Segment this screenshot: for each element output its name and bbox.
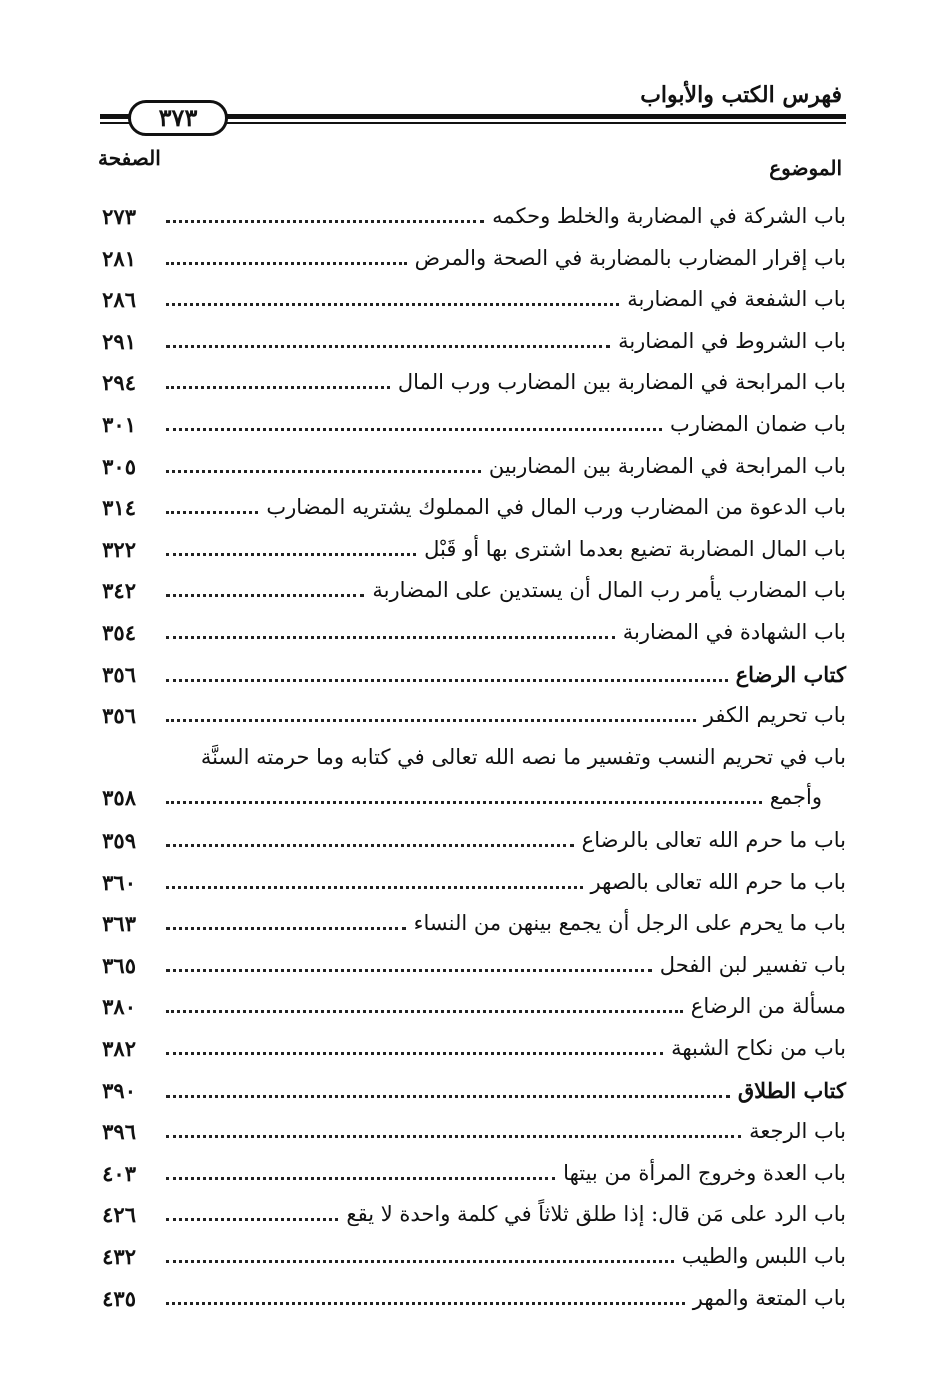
dot-leader [166, 510, 258, 514]
entry-page-number: ٣٥٨ [102, 784, 136, 810]
dot-leader [166, 1094, 730, 1098]
dot-leader [166, 302, 619, 306]
dot-leader [166, 1259, 674, 1263]
entry-title: باب الرد على مَن قال: إذا طلق ثلاثاً في كلمة واحدة لا يقع [346, 1202, 846, 1227]
entry-title: باب اللبس والطيب [681, 1244, 846, 1268]
entry-page-number: ٣١٤ [102, 495, 136, 521]
entry-line [166, 1119, 846, 1143]
dot-leader [166, 843, 574, 847]
toc-entry [96, 1244, 846, 1278]
entry-title: باب ضمان المضارب [669, 412, 846, 436]
dot-leader [166, 635, 615, 639]
toc-entry [96, 870, 846, 904]
entry-page-number: ٣٦٣ [102, 911, 136, 937]
entry-line [166, 412, 846, 436]
toc-entry [96, 329, 846, 363]
dot-leader [166, 219, 484, 223]
entry-page-number: ٣٦٠ [102, 869, 136, 895]
toc-entry [96, 994, 846, 1028]
entry-page-number: ٣٩٠ [102, 1077, 136, 1103]
dot-leader [166, 678, 728, 682]
entry-line [166, 911, 846, 935]
dot-leader [166, 968, 652, 972]
entry-page-number: ٣٥٤ [102, 620, 136, 645]
toc-entry [96, 412, 846, 446]
entry-line [166, 1078, 846, 1103]
entry-page-number: ٤٣٥ [102, 1285, 136, 1311]
entry-title: باب الدعوة من المضارب ورب المال في المملوك يشتريه المضارب [266, 495, 846, 520]
entry-page-number: ٤٢٦ [102, 1202, 136, 1228]
entry-title: باب الشفعة في المضاربة [627, 287, 846, 312]
entry-page-number: ٢٩٤ [102, 370, 136, 396]
entry-page-number: ٣٠٥ [102, 453, 136, 479]
dot-leader [166, 469, 481, 473]
dot-leader [166, 926, 406, 930]
dot-leader [166, 344, 610, 348]
entry-line [166, 495, 846, 519]
toc-entry [96, 1119, 846, 1153]
toc-entry [96, 1286, 846, 1320]
toc-entry [96, 1036, 846, 1070]
entry-line [166, 703, 846, 727]
entry-title: باب المتعة والمهر [692, 1285, 846, 1310]
toc-entry [96, 454, 846, 488]
toc-entry [96, 828, 846, 862]
entry-line [166, 620, 846, 644]
toc-entry [96, 1161, 846, 1195]
entry-line [166, 454, 846, 478]
entry-page-number: ٤٣٢ [102, 1244, 136, 1269]
toc-entry [96, 620, 846, 654]
toc-entry [96, 287, 846, 321]
entry-line [166, 828, 846, 852]
entry-title: باب من نكاح الشبهة [671, 1036, 846, 1060]
entry-page-number: ٣٨٠ [102, 994, 136, 1020]
entry-title: باب الشهادة في المضاربة [622, 620, 846, 644]
dot-leader [166, 1051, 663, 1055]
entry-line [166, 329, 846, 353]
entry-page-number: ٣٢٢ [102, 536, 136, 562]
entry-page-number: ٢٨١ [102, 245, 136, 271]
entry-line [166, 1036, 846, 1060]
entry-page-number: ٤٠٣ [102, 1160, 136, 1186]
toc-entry [96, 537, 846, 571]
dot-leader [166, 1217, 338, 1221]
entry-title: باب المرابحة في المضاربة بين المضاربين [488, 453, 846, 478]
entry-line [166, 1202, 846, 1226]
entry-title: باب الرجعة [749, 1119, 846, 1144]
toc-entry [96, 204, 846, 238]
entry-page-number: ٣٥٦ [102, 661, 136, 687]
running-header-title: فهرس الكتب والأبواب [640, 82, 842, 108]
dot-leader [166, 718, 696, 722]
dot-leader [166, 1176, 555, 1180]
toc-entry [96, 911, 846, 945]
entry-page-number: ٢٨٦ [102, 287, 136, 313]
entry-line [166, 994, 846, 1018]
dot-leader [166, 385, 390, 389]
dot-leader [166, 885, 583, 889]
entry-title: باب العدة وخروج المرأة من بيتها [563, 1160, 846, 1185]
entry-page-number: ٢٩١ [102, 328, 136, 354]
entry-title: مسألة من الرضاع [690, 994, 846, 1019]
entry-line [166, 662, 846, 687]
dot-leader [166, 800, 762, 804]
entry-line [166, 870, 846, 894]
entry-line [166, 370, 846, 394]
entry-title: باب ما حرم الله تعالى بالصهر [590, 869, 846, 894]
page-column-heading: الصفحة [98, 146, 161, 170]
entry-page-number: ٣٥٩ [102, 828, 136, 853]
entry-title: كتاب الرضاع [735, 661, 846, 687]
chapter-entry [96, 1078, 846, 1112]
entry-title: باب تحريم الكفر [703, 703, 846, 728]
dot-leader [166, 1301, 685, 1305]
subject-column-heading: الموضوع [769, 156, 842, 180]
entry-page-number: ٣٩٦ [102, 1119, 136, 1145]
entry-title: باب المضارب يأمر رب المال أن يستدين على المضاربة [372, 578, 846, 603]
toc-entry [96, 744, 846, 810]
entry-page-number: ٣٦٥ [102, 952, 136, 978]
toc-entry [96, 246, 846, 280]
toc-entry [96, 703, 846, 737]
entry-title: باب الشركة في المضاربة والخلط وحكمه [492, 204, 846, 228]
entry-title: كتاب الطلاق [737, 1077, 846, 1103]
entry-page-number: ٣٠١ [102, 412, 136, 437]
entry-title: وأجمع [769, 784, 822, 809]
entry-line [166, 537, 846, 561]
entry-page-number: ٢٧٣ [102, 204, 136, 229]
entry-title: باب ما يحرم على الرجل أن يجمع بينهن من النساء [413, 911, 846, 936]
entry-title: باب تفسير لبن الفحل [659, 952, 846, 977]
toc-entry [96, 578, 846, 612]
entry-line [166, 578, 846, 602]
dot-leader [166, 261, 407, 265]
entry-line [166, 1286, 846, 1310]
entry-page-number: ٣٥٦ [102, 703, 136, 729]
toc-entry [96, 1202, 846, 1236]
entry-line [166, 1244, 846, 1268]
entry-page-number: ٣٨٢ [102, 1036, 136, 1061]
dot-leader [166, 552, 416, 556]
toc-entry [96, 495, 846, 529]
entry-line [166, 287, 846, 311]
entry-title: باب ما حرم الله تعالى بالرضاع [581, 828, 846, 852]
toc-entry [96, 953, 846, 987]
page-number-badge: ٣٧٣ [128, 100, 228, 136]
toc-entry [96, 370, 846, 404]
entry-line [166, 1161, 846, 1185]
entry-line [166, 785, 822, 809]
entry-title: باب الشروط في المضاربة [618, 328, 846, 353]
dot-leader [166, 427, 662, 431]
dot-leader [166, 593, 364, 597]
dot-leader [166, 1134, 741, 1138]
entry-title: باب المرابحة في المضاربة بين المضارب ورب المال [397, 370, 846, 395]
entry-title: باب المال المضاربة تضيع بعدما اشترى بها أو قَبْل [424, 536, 846, 561]
entry-title-line1: باب في تحريم النسب وتفسير ما نصه الله تعالى في كتابه وما حرمته السنَّة [200, 744, 846, 769]
entry-page-number: ٣٤٢ [102, 578, 136, 604]
entry-title: باب إقرار المضارب بالمضاربة في الصحة والمرض [414, 245, 846, 270]
chapter-entry [96, 662, 846, 696]
entry-line [166, 246, 846, 270]
entry-line [166, 204, 846, 228]
dot-leader [166, 1009, 683, 1013]
entry-line [166, 953, 846, 977]
